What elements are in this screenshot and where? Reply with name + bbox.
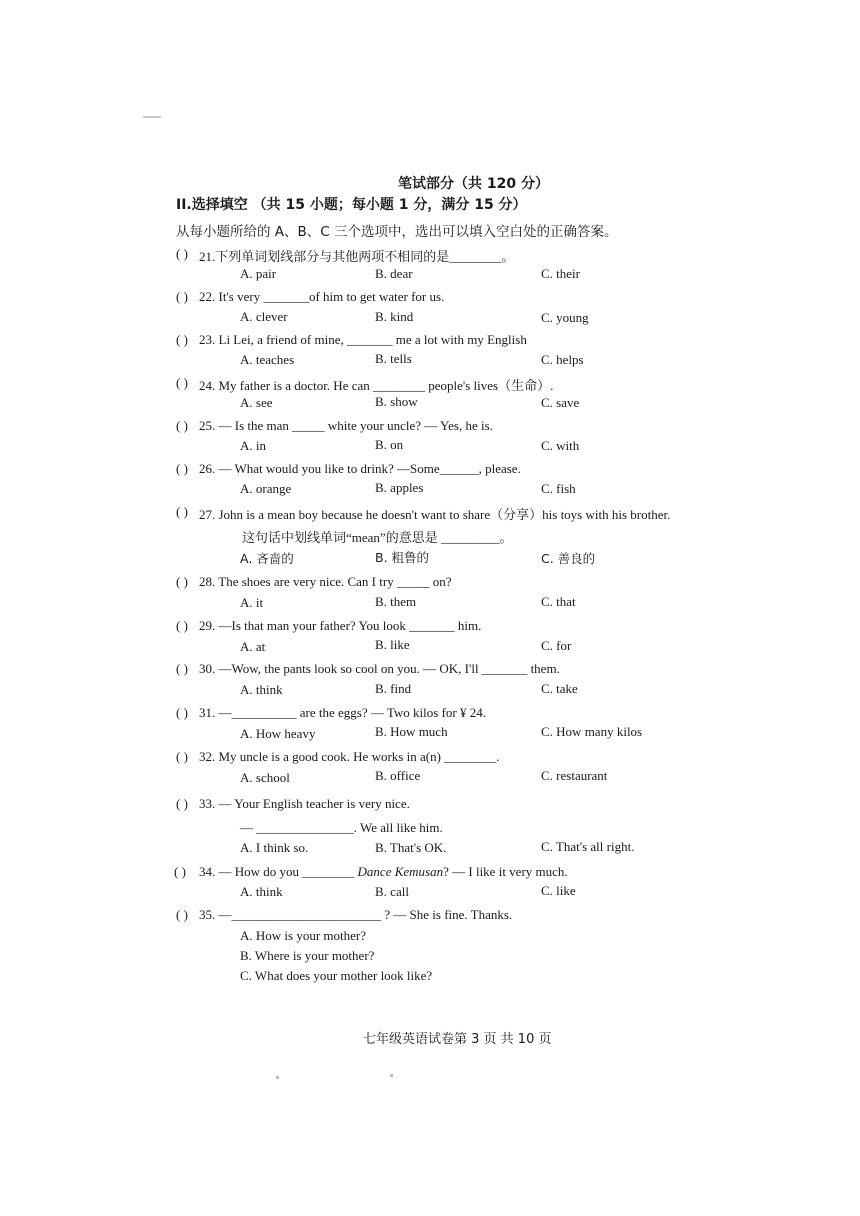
- question-stem: 29. —Is that man your father? You look _______ him.: [199, 618, 482, 633]
- option-a: A. How heavy: [240, 726, 316, 741]
- question-stem: 32. My uncle is a good cook. He works in a(n) ________.: [199, 749, 500, 764]
- scan-dot: [390, 1074, 393, 1077]
- answer-bracket: ( ): [176, 907, 188, 922]
- question-stem: [199, 864, 568, 880]
- option-a: A. teaches: [240, 352, 295, 367]
- question-stem: 22. It's very _______of him to get water for us.: [199, 289, 445, 304]
- option-b: B. call: [375, 884, 409, 899]
- option-b: B. 粗鲁的: [375, 550, 430, 565]
- option-b: B. That's OK.: [375, 840, 447, 855]
- option-c: C. save: [541, 395, 580, 410]
- answer-bracket: ( ): [176, 418, 188, 433]
- option-c: C. That's all right.: [541, 839, 635, 854]
- option-b: B. kind: [375, 309, 414, 324]
- answer-bracket: ( ): [176, 705, 188, 720]
- option-a: A. in: [240, 438, 266, 453]
- answer-bracket: ( ): [176, 375, 188, 390]
- answer-bracket: ( ): [176, 618, 188, 633]
- option-c: C. for: [541, 638, 572, 653]
- answer-bracket: ( ): [176, 661, 188, 676]
- option-a: A. think: [240, 884, 283, 899]
- option-a: A. at: [240, 639, 266, 654]
- option-c: C. that: [541, 594, 576, 609]
- option-a: A. it: [240, 595, 264, 610]
- option-a: A. I think so.: [240, 840, 309, 855]
- answer-bracket: ( ): [176, 504, 188, 519]
- option-c: C. restaurant: [541, 768, 608, 783]
- question-stem: 26. — What would you like to drink? —Some______, please.: [199, 461, 521, 476]
- page-footer: 七年级英语试卷第 3 页 共 10 页: [363, 1032, 552, 1047]
- question-stem: 35. —_______________________ ? — She is fine. Thanks.: [199, 907, 513, 922]
- option-b: B. find: [375, 681, 412, 696]
- answer-bracket: ( ): [176, 574, 188, 589]
- answer-bracket: ( ): [176, 332, 188, 347]
- option-b: B. apples: [375, 480, 424, 495]
- question-stem: 24. My father is a doctor. He can ________ people's lives（生命）.: [199, 378, 554, 393]
- option-b: B. How much: [375, 724, 448, 739]
- question-stem: 23. Li Lei, a friend of mine, _______ me a lot with my English: [199, 332, 527, 347]
- answer-bracket: ( ): [176, 749, 188, 764]
- option-b: B. office: [375, 768, 421, 783]
- option-a: A. school: [240, 770, 290, 785]
- option-b: B. tells: [375, 351, 412, 366]
- option-c: C. take: [541, 681, 578, 696]
- answer-bracket: ( ): [176, 289, 188, 304]
- option-b: B. Where is your mother?: [240, 948, 375, 963]
- question-subline: — _______________. We all like him.: [240, 820, 443, 835]
- option-c: C. helps: [541, 352, 584, 367]
- option-b: B. show: [375, 394, 418, 409]
- answer-bracket: ( ): [176, 796, 188, 811]
- option-a: A. think: [240, 682, 283, 697]
- option-a: A. How is your mother?: [240, 928, 367, 943]
- option-c: C. What does your mother look like?: [240, 968, 433, 983]
- question-stem: 31. —__________ are the eggs? — Two kilos for ¥ 24.: [199, 705, 486, 720]
- question-subline: 这句话中划线单词“mean”的意思是 _________。: [242, 530, 513, 545]
- question-stem: 25. — Is the man _____ white your uncle? — Yes, he is.: [199, 418, 493, 433]
- question-stem-part: ? — I like it very much.: [443, 864, 568, 879]
- answer-bracket: ( ): [176, 461, 188, 476]
- answer-bracket: ( ): [176, 246, 188, 261]
- option-c: C. young: [541, 310, 589, 325]
- option-a: A. pair: [240, 266, 277, 281]
- option-b: B. them: [375, 594, 417, 609]
- option-c: C. with: [541, 438, 580, 453]
- option-a: A. orange: [240, 481, 292, 496]
- question-stem: 21.下列单词划线部分与其他两项不相同的是________。: [199, 249, 515, 264]
- scan-mark: [143, 116, 161, 118]
- option-c: C. How many kilos: [541, 724, 643, 739]
- question-stem: 30. —Wow, the pants look so cool on you. — OK, I'll _______ them.: [199, 661, 560, 676]
- option-a: A. 吝啬的: [240, 551, 294, 566]
- question-stem: 27. John is a mean boy because he doesn't want to share（分享）his toys with his brother.: [199, 507, 671, 522]
- question-stem: 28. The shoes are very nice. Can I try _____ on?: [199, 574, 452, 589]
- option-b: B. like: [375, 637, 410, 652]
- option-c: C. like: [541, 883, 576, 898]
- option-c: C. 善良的: [541, 551, 596, 566]
- scan-dot: [276, 1076, 279, 1079]
- page-title: 笔试部分（共 120 分）: [398, 176, 549, 192]
- option-b: B. dear: [375, 266, 413, 281]
- option-c: C. fish: [541, 481, 576, 496]
- section-instruction: 从每小题所给的 A、B、C 三个选项中，选出可以填入空白处的正确答案。: [176, 224, 618, 240]
- option-a: A. see: [240, 395, 273, 410]
- song-title: Dance Kemusan: [357, 864, 444, 879]
- question-stem: 33. — Your English teacher is very nice.: [199, 796, 410, 811]
- question-stem-part: 34. — How do you ________: [199, 864, 358, 879]
- option-a: A. clever: [240, 309, 288, 324]
- option-b: B. on: [375, 437, 404, 452]
- option-c: C. their: [541, 266, 580, 281]
- section-heading: II.选择填空 （共 15 小题；每小题 1 分，满分 15 分）: [176, 197, 527, 213]
- answer-bracket: ( ): [174, 864, 186, 879]
